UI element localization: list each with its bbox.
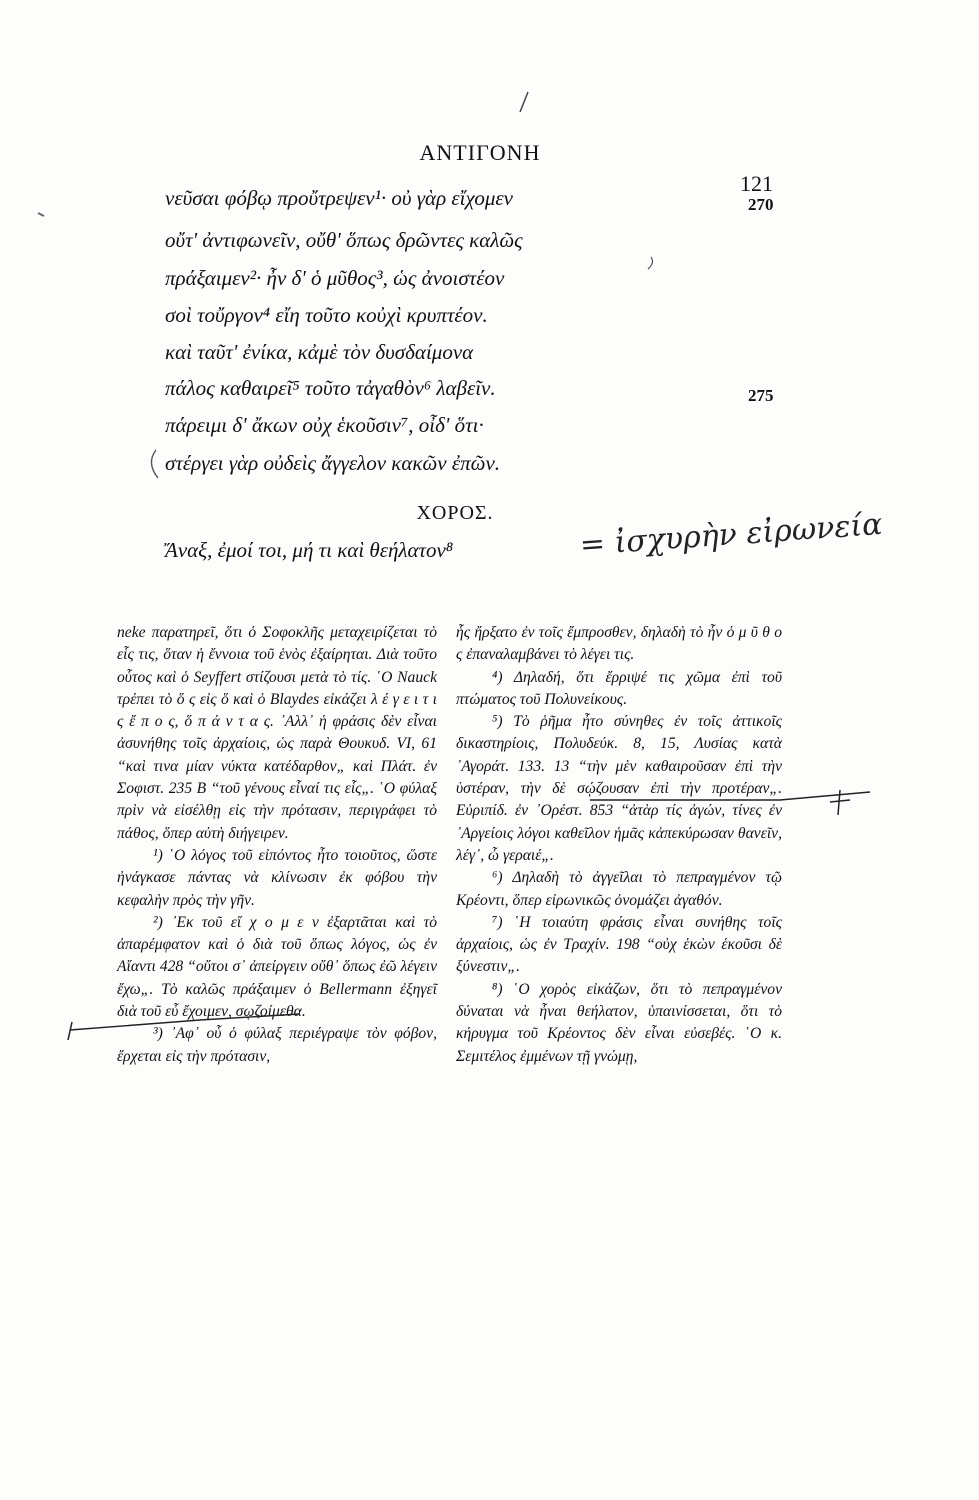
pencil-tick-mark xyxy=(520,92,528,112)
footnote-paragraph: ²) ᾽Εκ τοῦ εἴ χ ο μ ε ν ἐξαρτᾶται καὶ τὸ ἀπαρέμφατον καὶ ὁ διὰ τοῦ ὅπως λόγος, ὡς ἐν Αἴαντι 428 “οὔτοι σ᾽ ἀπείργειν οὔθ᾽ ὅπως ἐῶ λέγειν ἔχω„. Τὸ καλῶς πράξαιμεν ὁ Bellermann ἐξηγεῖ διὰ τοῦ εὖ ἔχοιμεν, σῳζοίμεθα. xyxy=(117,913,437,1021)
footnote-paragraph: ⁵) Τὸ ῥῆμα ἦτο σύνηθες ἐν τοῖς ἀττικοῖς δικαστηρίοις, Πολυδεύκ. 8, 15, Λυσίας κατὰ ᾽Αγοράτ. 133. 13 “τὴν μὲν καθαιροῦσαν ἐπὶ τὴν ὑστέραν, τὴν δὲ σῴζουσαν ἐπὶ τὴν προτέραν„. Εὐριπίδ. ἐν ᾽Ορέστ. 853 “ἀτὰρ τίς ἀγών, τίνες ἐν ᾽Αργείοις λόγοι καθεῖλον ἡμᾶς κἀπεκύρωσαν θανεῖν, λέγ᾽, ὦ γεραιέ„. xyxy=(456,713,782,864)
footnote-paragraph: ἧς ἤρξατο ἐν τοῖς ἔμπροσθεν, δηλαδὴ τὸ ἦν ὁ μ ῦ θ ο ς ἐπαναλαμβάνει τὸ λέγει τις. xyxy=(456,624,782,664)
footnotes-right-column xyxy=(456,622,782,1068)
verse-line: σοὶ τοὔργον⁴ εἴη τοῦτο κοὐχὶ κρυπτέον. xyxy=(165,303,488,327)
pencil-mark xyxy=(38,213,44,216)
verse-line: οὔτ' ἀντιφωνεῖν, οὔθ' ὅπως δρῶντες καλῶς xyxy=(165,228,523,252)
verse-line: πάρειμι δ' ἄκων οὐχ ἑκοῦσιν⁷, οἶδ' ὅτι· xyxy=(165,413,484,437)
pencil-cross xyxy=(68,1022,72,1040)
footnote-paragraph: ⁶) Δηλαδὴ τὸ ἀγγεῖλαι τὸ πεπραγμένον τῷ Κρέοντι, ὅπερ εἰρωνικῶς ὀνομάζει ἀγαθόν. xyxy=(456,869,782,909)
footnote-paragraph: ⁷) ῾Η τοιαύτη φράσις εἶναι συνήθης τοῖς ἀρχαίοις, ὡς ἐν Τραχίν. 198 “οὐχ ἑκὼν ἑκοῦσι δὲ ξύνεστιν„. xyxy=(456,913,782,976)
line-number: 275 xyxy=(748,386,774,405)
verse-line: νεῦσαι φόβῳ προὔτρεψεν¹· οὐ γὰρ εἴχομεν xyxy=(165,186,513,210)
handwritten-annotation: = ἰσχυρὴν εἰρωνεία xyxy=(578,506,884,563)
speaker-heading: ΧΟΡΟΣ. xyxy=(416,502,494,524)
running-title: ΑΝΤΙΓΟΝΗ xyxy=(419,140,541,165)
page-number: 121 xyxy=(740,171,773,196)
pencil-bracket xyxy=(151,450,158,478)
footnotes-left-column xyxy=(117,622,437,1068)
footnote-paragraph: neke παρατηρεῖ, ὅτι ὁ Σοφοκλῆς μεταχειρίζεται τὸ εἷς τις, ὅταν ἡ ἔννοια τοῦ ἑνὸς ἐξαίρηται. Διὰ τοῦτο οὗτος καὶ ὁ Seyffert στίζουσι μετὰ τὸ τίς. ῾Ο Nauck τρέπει τὸ ὅ ς εἰς ὅ καὶ ὁ Blaydes εἰκάζει λ έ γ ε ι τ ι ς ἔ π ο ς, ὅ π ά ν τ α ς. ᾽Αλλ᾽ ἡ φράσις δὲν εἶναι ἀσυνήθης τοῖς ἀρχαίοις, ὡς παρὰ Θουκυδ. VI, 61 “καὶ τινα μίαν νύκτα κατέδαρθον„ καὶ Πλάτ. ἐν Σοφιστ. 235 Β “τοῦ γένους εἶναί τις εἷς„. ῾Ο φύλαξ πρὶν νὰ εἰσέλθῃ εἰς τὴν πρότασιν, περιγράφει τὸ πάθος, ὅπερ αὐτὴ διήγειρεν. xyxy=(117,624,437,842)
footnote-paragraph: ⁸) ῾Ο χορὸς εἰκάζων, ὅτι τὸ πεπραγμένον δύναται νὰ ἦναι θεήλατον, ὑπαινίσσεται, ὅτι τὸ κήρυγμα τοῦ Κρέοντος δὲν εἶναι εὐσεβές. ῾Ο κ. Σεμιτέλος ἐμμένων τῇ γνώμῃ, xyxy=(456,980,782,1065)
footnote-paragraph: ⁴) Δηλαδή, ὅτι ἔρριψέ τις χῶμα ἐπὶ τοῦ πτώματος τοῦ Πολυνείκους. xyxy=(456,668,782,708)
verse-line: πράξαιμεν²· ἦν δ' ὁ μῦθος³, ὡς ἀνοιστέον xyxy=(165,266,505,290)
footnote-paragraph: ¹) ῾Ο λόγος τοῦ εἰπόντος ἦτο τοιοῦτος, ὥστε ἠνάγκασε πάντας νὰ κλίνωσιν ἐκ φόβου τὴν κεφαλὴν πρὸς τὴν γῆν. xyxy=(117,846,437,909)
verse-line: στέργει γὰρ οὐδεὶς ἄγγελον κακῶν ἐπῶν. xyxy=(165,451,501,475)
line-number: 270 xyxy=(748,195,774,214)
verse-line: καὶ ταῦτ' ἐνίκα, κἀμὲ τὸν δυσδαίμονα xyxy=(165,340,474,364)
verse-line: πάλος καθαιρεῖ⁵ τοῦτο τἀγαθὸν⁶ λαβεῖν. xyxy=(165,376,496,400)
chorus-verse: Ἄναξ, ἐμοί τοι, μή τι καὶ θεήλατον⁸ xyxy=(165,538,454,562)
footnote-paragraph: ³) ᾽Αφ᾽ οὗ ὁ φύλαξ περιέγραψε τὸν φόβον, ἔρχεται εἰς τὴν πρότασιν, xyxy=(117,1025,437,1065)
pencil-cross xyxy=(830,790,850,815)
